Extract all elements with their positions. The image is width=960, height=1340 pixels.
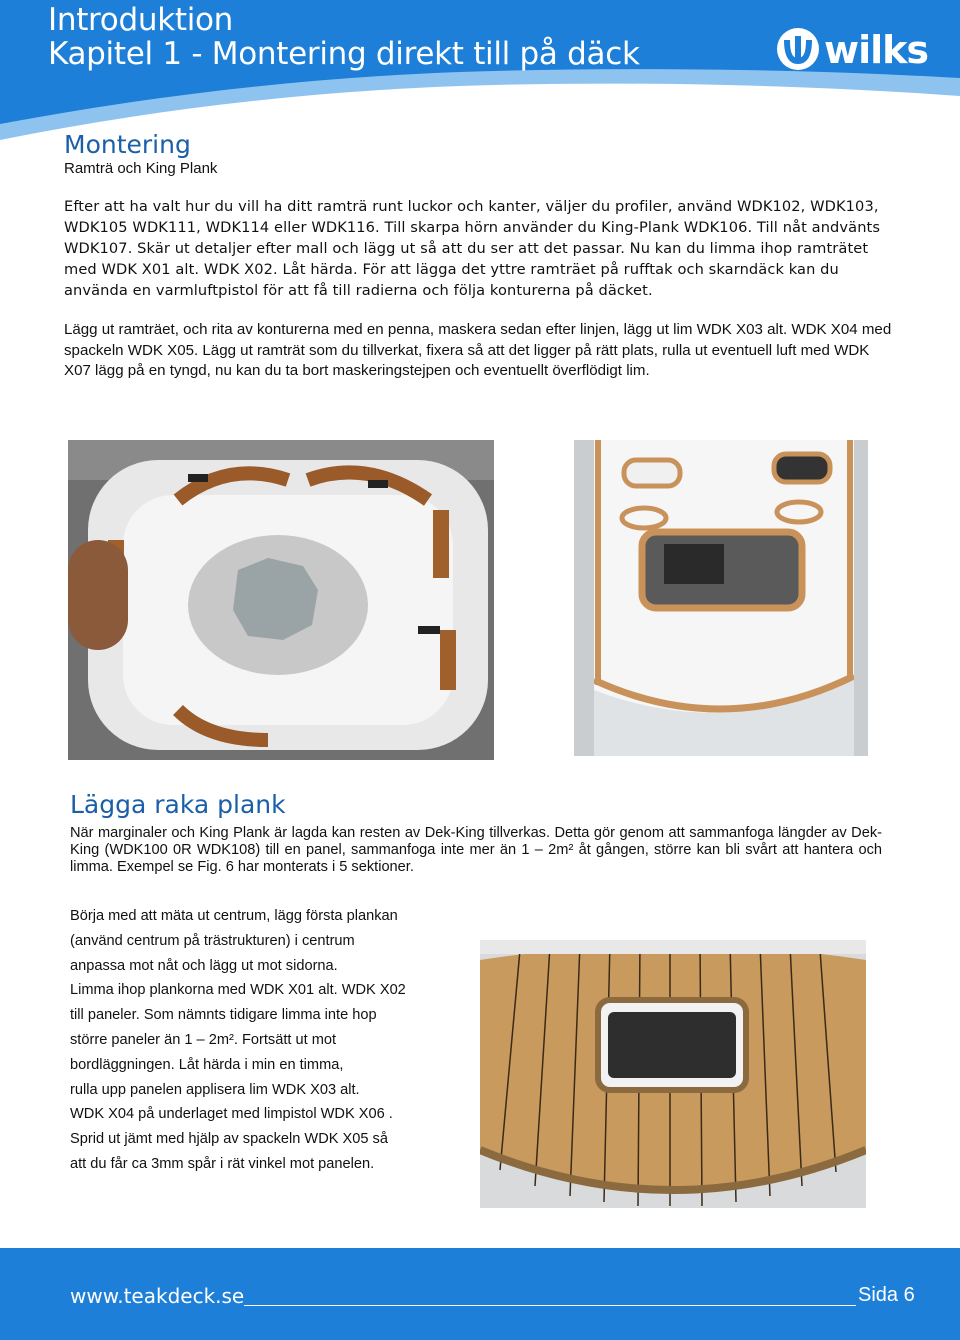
instruction-line: Börja med att mäta ut centrum, lägg första plankan — [70, 908, 398, 924]
instruction-line: (använd centrum på trästrukturen) i centrum — [70, 932, 355, 949]
footer-underline — [244, 1305, 856, 1306]
instruction-line: Sprid ut jämt med hjälp av spackeln WDK X05 så — [70, 1131, 388, 1148]
section-title-lagga-raka-plank: Lägga raka plank — [70, 790, 286, 819]
page-header — [0, 0, 960, 140]
instruction-line: större paneler än 1 – 2m². Fortsätt ut mot — [70, 1031, 337, 1048]
photo-teak-deck-panels — [480, 940, 866, 1208]
header-title: Introduktion — [48, 2, 234, 38]
instruction-line: WDK X04 på underlaget med limpistol WDK X06 . — [70, 1106, 393, 1123]
instruction-line: bordläggningen. Låt härda i min en timma, — [70, 1056, 344, 1073]
wilks-logo — [776, 22, 929, 80]
instruction-line: rulla upp panelen applisera lim WDK X03 alt. — [70, 1081, 360, 1098]
photo-deck-with-frames — [574, 440, 868, 756]
montering-paragraph-1: Efter att ha valt hur du vill ha ditt ramträ runt luckor och kanter, väljer du profiler, använd WDK102, WDK103, WDK105 WDK111, WDK114 eller WDK116. Till skarpa hörn använder du King-Plank WDK106. Till nåt andvänts WDK107. Skär ut detaljer efter mall och lägg ut så att du ser att det passar. Nu kan du limma ihop ramträtet med WDK X01 alt. WDK X02. Låt härda. För att lägga det yttre ramträet på rufftak och skarndäck kan du använda en varmluftpistol för att få till radierna och följa konturerna på däcket. — [64, 198, 881, 299]
wilks-logo-icon — [776, 22, 820, 76]
instruction-line: att du får ca 3mm spår i rät vinkel mot panelen. — [70, 1155, 375, 1172]
instruction-line: till paneler. Som nämnts tidigare limma inte hop — [70, 1007, 377, 1024]
website-link[interactable]: www.teakdeck.se — [70, 1284, 245, 1308]
section-title-montering: Montering — [64, 130, 191, 159]
wilks-logo-text: wilks — [824, 28, 929, 72]
plank-instructions — [70, 906, 406, 1179]
montering-paragraph-2: Lägg ut ramträet, och rita av konturerna med en penna, maskera sedan efter linjen, lägg ut lim WDK X03 alt. WDK X04 med spackeln WDK X05. Lägg ut ramträt som du tillverkat, fixera så att det ligger på rätt plats, rulla ut eventuell luft med WDK X07 lägg på en tyngd, nu kan du ta bort maskeringstejpen och eventuellt överflödigt lim. — [64, 321, 892, 379]
page-number: Sida 6 — [858, 1284, 915, 1306]
instruction-line: Limma ihop plankorna med WDK X01 alt. WDK X02 — [70, 982, 406, 999]
plank-paragraph: När marginaler och King Plank är lagda kan resten av Dek-King tillverkas. Detta gör genom att sammanfoga längder av Dek-King (WDK100 0R WDK108) till en panel, sammanfoga inte mer än 1 – 2m² åt gången, större kan bli svårt att hantera och limma. Exempel se Fig. 6 har monterats i 5 sektioner. — [70, 825, 882, 875]
photo-hatch-frame-pieces — [68, 440, 494, 760]
page-footer — [0, 1248, 960, 1340]
instruction-line: anpassa mot nåt och lägg ut mot sidorna. — [70, 957, 338, 974]
section-subtitle: Ramträ och King Plank — [64, 160, 218, 177]
header-chapter-title: Kapitel 1 - Montering direkt till på däck — [48, 36, 640, 72]
